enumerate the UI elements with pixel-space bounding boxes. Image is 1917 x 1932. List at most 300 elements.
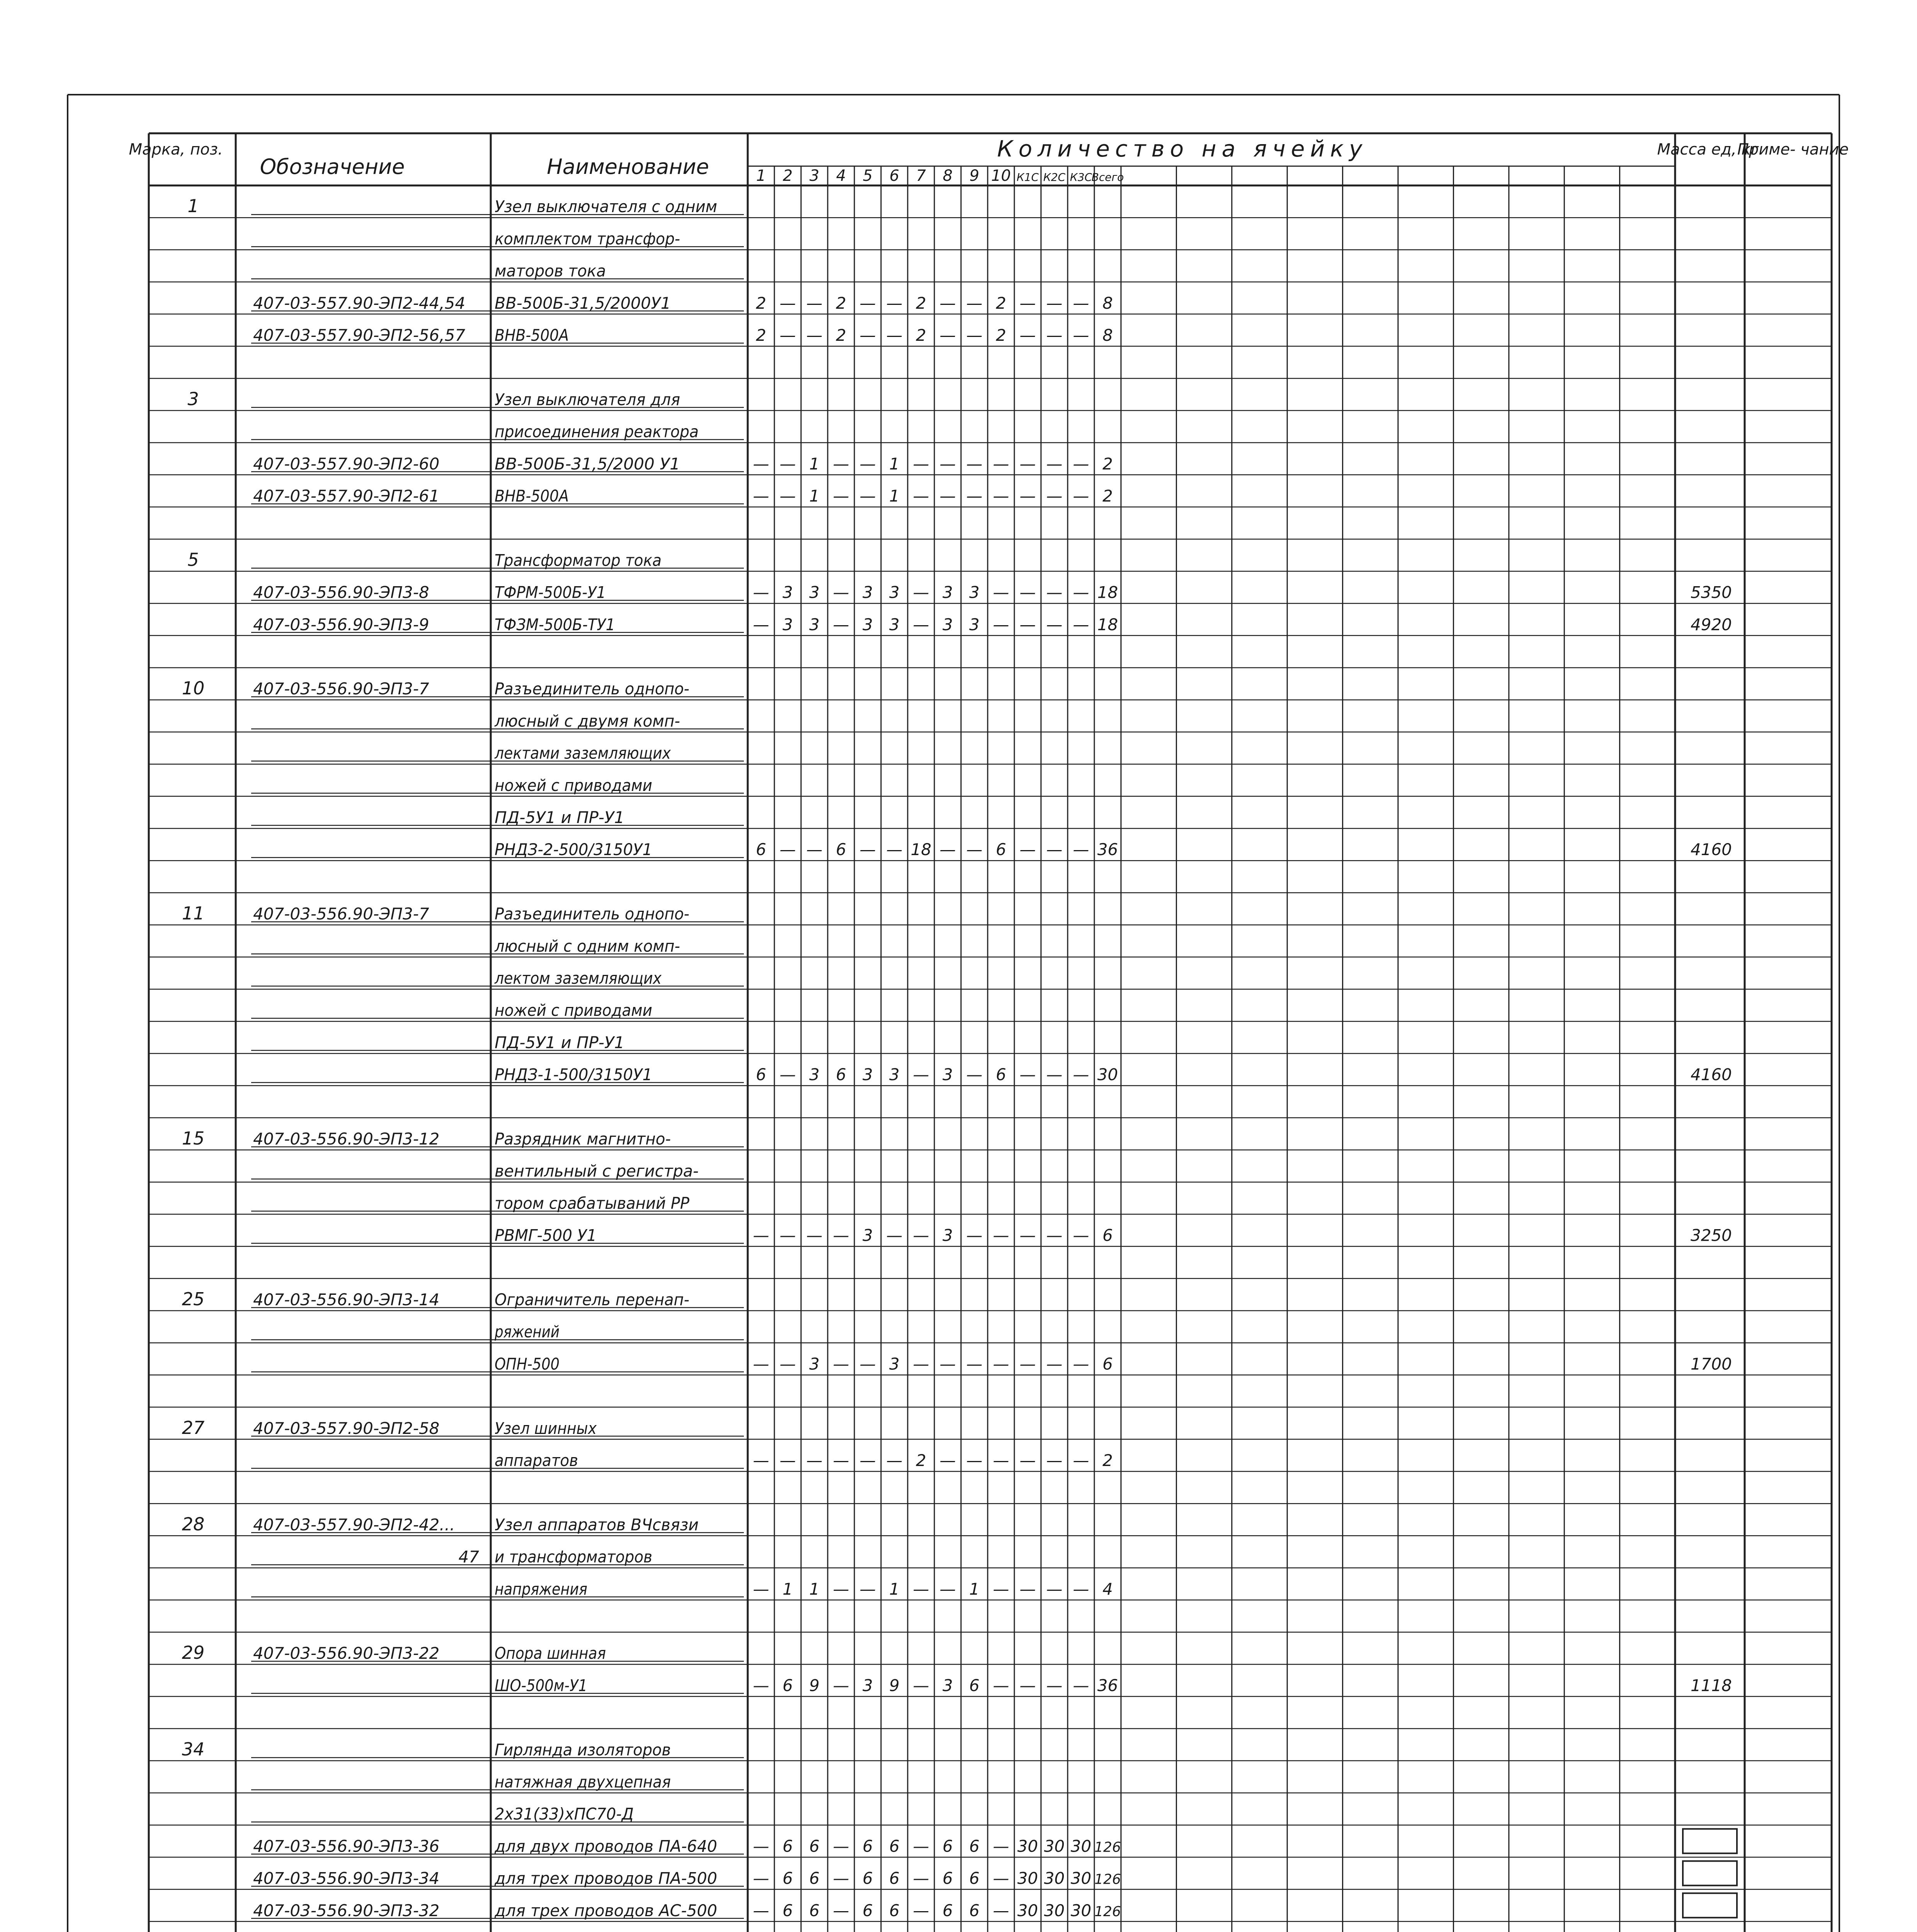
- header-kolichestvo: Количество на ячейку: [997, 136, 1368, 162]
- row-qty: —: [1019, 1065, 1036, 1084]
- row-qty: —: [779, 840, 796, 859]
- header-massa: Масса ед, кг: [1657, 141, 1759, 158]
- row-qty: 3: [862, 615, 873, 634]
- row-qty: —: [993, 583, 1009, 602]
- row-qty: —: [1019, 615, 1036, 634]
- row-qty: —: [753, 1451, 769, 1470]
- table-row: [187, 388, 744, 409]
- row-qty: —: [859, 1579, 876, 1599]
- row-name: ТФЗМ-500Б-ТУ1: [495, 615, 615, 634]
- row-qty: 6: [756, 1065, 766, 1084]
- row-qty: 6: [809, 1837, 820, 1856]
- table-row: [251, 1194, 744, 1213]
- row-position: 15: [182, 1128, 205, 1149]
- table-row: [251, 1901, 1121, 1920]
- row-name: ножей с приводами: [495, 1001, 652, 1020]
- row-qty: —: [806, 293, 823, 313]
- row-qty: 6: [1102, 1354, 1113, 1374]
- table-row: [251, 711, 744, 730]
- row-qty: 3: [809, 583, 820, 602]
- row-designation: 407-03-556.90-ЭП3-36: [253, 1837, 440, 1856]
- row-qty: 30: [1044, 1901, 1065, 1920]
- row-qty: —: [806, 326, 823, 345]
- row-qty: 9: [809, 1676, 820, 1695]
- row-qty: —: [939, 454, 956, 473]
- row-qty: —: [753, 1837, 769, 1856]
- row-qty: —: [1046, 293, 1063, 313]
- qty-subheader: 2: [782, 167, 793, 185]
- row-qty: —: [939, 1451, 956, 1470]
- row-name: Опора шинная: [495, 1644, 606, 1663]
- row-qty: —: [833, 1901, 849, 1920]
- table-row: [251, 294, 1113, 313]
- row-qty: —: [1073, 293, 1089, 313]
- row-qty: —: [966, 1354, 983, 1374]
- row-qty: 3: [942, 615, 953, 634]
- row-qty: —: [1019, 1579, 1036, 1599]
- table-row: [251, 744, 744, 763]
- row-qty: —: [913, 1065, 929, 1084]
- row-qty: —: [993, 1354, 1009, 1374]
- row-qty: 6: [969, 1837, 980, 1856]
- row-qty: —: [939, 840, 956, 859]
- row-qty: 6: [969, 1676, 980, 1695]
- row-qty: —: [913, 1869, 929, 1888]
- header-primechanie: Приме- чание: [1737, 141, 1849, 158]
- specification-rows: [182, 196, 1737, 1932]
- row-qty: 3: [942, 1676, 953, 1695]
- row-name: Трансформатор тока: [495, 551, 662, 570]
- row-qty: —: [1073, 583, 1089, 602]
- row-qty: —: [993, 1901, 1009, 1920]
- row-mass: 5350: [1691, 583, 1732, 602]
- row-name: Разъединитель однопо-: [495, 679, 689, 699]
- row-qty: —: [833, 1837, 849, 1856]
- qty-subheader: 10: [991, 167, 1011, 185]
- row-position: 34: [182, 1738, 205, 1760]
- table-row: [182, 903, 744, 924]
- row-name: Узел аппаратов ВЧсвязи: [495, 1515, 699, 1534]
- table-row: [187, 549, 744, 570]
- row-qty: —: [993, 454, 1009, 473]
- row-qty: 1: [889, 454, 900, 473]
- row-qty: 30: [1044, 1837, 1065, 1856]
- row-qty: —: [993, 1579, 1009, 1599]
- row-qty: 30: [1070, 1901, 1092, 1920]
- row-qty: 3: [782, 615, 793, 634]
- row-qty: 2: [1102, 486, 1113, 505]
- row-name: люсный с двумя комп-: [494, 711, 680, 731]
- header-marka: Марка, поз.: [129, 141, 223, 158]
- row-name: лектами заземляющих: [494, 743, 672, 763]
- row-qty: —: [833, 583, 849, 602]
- row-qty: —: [806, 1451, 823, 1470]
- qty-subheader: 5: [862, 167, 873, 185]
- row-name: ВНВ-500А: [495, 486, 569, 505]
- row-qty: 1: [889, 486, 900, 505]
- qty-subheader: 7: [916, 167, 926, 185]
- row-mass: 4160: [1691, 840, 1732, 859]
- row-position: 11: [182, 903, 205, 924]
- row-designation: 407-03-556.90-ЭП3-22: [253, 1644, 440, 1663]
- row-qty: —: [886, 840, 903, 859]
- row-name: вентильный с регистра-: [495, 1162, 699, 1181]
- row-qty: —: [806, 840, 823, 859]
- row-qty: —: [833, 454, 849, 473]
- row-designation: 407-03-556.90-ЭП3-14: [253, 1290, 440, 1309]
- row-qty: 30: [1017, 1869, 1038, 1888]
- table-row: [251, 1226, 1732, 1245]
- table-row: [251, 422, 744, 441]
- row-qty: —: [1019, 1676, 1036, 1695]
- row-position: 3: [187, 388, 199, 410]
- row-qty: —: [1046, 615, 1063, 634]
- row-qty: 3: [809, 1354, 820, 1374]
- row-qty: 1: [889, 1579, 900, 1599]
- row-qty: —: [1073, 840, 1089, 859]
- row-qty: —: [966, 486, 983, 505]
- row-name: для двух проводов ПА-640: [494, 1837, 717, 1856]
- row-qty: 36: [1097, 1676, 1118, 1695]
- row-qty: —: [753, 454, 769, 473]
- row-qty: 1: [809, 486, 820, 505]
- qty-subheader: К3С: [1070, 171, 1092, 184]
- row-name: ТФРМ-500Б-У1: [495, 583, 606, 602]
- row-qty: 2: [836, 326, 846, 345]
- table-row: [251, 840, 1732, 859]
- qty-subheader: 3: [809, 167, 820, 185]
- qty-subheader: 6: [889, 167, 900, 185]
- table-row: [182, 1514, 744, 1534]
- row-qty: 30: [1017, 1901, 1038, 1920]
- row-qty: —: [1046, 583, 1063, 602]
- qty-subheader: 1: [756, 167, 766, 185]
- row-qty: —: [833, 1869, 849, 1888]
- row-qty: —: [1019, 840, 1036, 859]
- row-qty: —: [939, 486, 956, 505]
- table-row: [182, 1417, 744, 1438]
- row-qty: —: [1073, 326, 1089, 345]
- row-qty: —: [993, 1226, 1009, 1245]
- row-name: Разрядник магнитно-: [495, 1129, 671, 1148]
- qty-subheader: 8: [942, 167, 953, 185]
- row-qty: —: [806, 1226, 823, 1245]
- qty-subheader: 4: [836, 167, 846, 185]
- row-name: Разъединитель однопо-: [495, 904, 689, 923]
- row-qty: —: [1046, 1354, 1063, 1374]
- row-qty: —: [1073, 1579, 1089, 1599]
- row-qty: —: [779, 1451, 796, 1470]
- row-qty: —: [1019, 1451, 1036, 1470]
- row-qty: —: [939, 326, 956, 345]
- row-qty: 3: [969, 615, 980, 634]
- table-row: [182, 1642, 744, 1663]
- table-row: [251, 229, 744, 248]
- table-row: [251, 1772, 744, 1791]
- row-qty: —: [779, 1226, 796, 1245]
- table-row: [251, 1354, 1732, 1373]
- row-qty: —: [833, 615, 849, 634]
- row-name: Узел шинных: [495, 1418, 597, 1438]
- row-qty: —: [993, 615, 1009, 634]
- qty-subheader: К1С: [1016, 171, 1039, 184]
- row-qty: 126: [1094, 1839, 1121, 1855]
- row-name: ПД-5У1 и ПР-У1: [495, 1033, 624, 1052]
- row-qty: 3: [862, 1065, 873, 1084]
- row-qty: —: [1073, 1451, 1089, 1470]
- row-qty: —: [753, 583, 769, 602]
- row-qty: —: [779, 293, 796, 313]
- row-qty: —: [753, 1354, 769, 1374]
- row-designation: 407-03-556.90-ЭП3-12: [253, 1129, 440, 1148]
- row-qty: 3: [809, 615, 820, 634]
- row-qty: 3: [889, 1354, 900, 1374]
- row-designation: 407-03-557.90-ЭП2-44,54: [253, 293, 466, 313]
- row-qty: —: [886, 293, 903, 313]
- row-qty: 3: [969, 583, 980, 602]
- row-qty: —: [753, 1579, 769, 1599]
- table-row: [182, 1739, 744, 1760]
- row-qty: —: [966, 326, 983, 345]
- row-qty: 1: [809, 1579, 820, 1599]
- row-qty: 6: [862, 1837, 873, 1856]
- row-qty: —: [913, 1226, 929, 1245]
- row-qty: —: [966, 1451, 983, 1470]
- row-qty: —: [913, 1354, 929, 1374]
- row-name: ВВ-500Б-31,5/2000 У1: [495, 454, 680, 473]
- qty-subheader: К2С: [1043, 171, 1066, 184]
- table-row: [251, 776, 744, 795]
- row-qty: 6: [942, 1869, 953, 1888]
- row-qty: —: [859, 486, 876, 505]
- row-qty: —: [1019, 486, 1036, 505]
- row-qty: 1: [809, 454, 820, 473]
- row-name: РНДЗ-2-500/3150У1: [495, 840, 652, 859]
- row-name: тором срабатываний РР: [495, 1194, 690, 1213]
- row-qty: 30: [1044, 1869, 1065, 1888]
- row-mass: 4920: [1691, 615, 1732, 634]
- row-qty: 126: [1094, 1871, 1121, 1888]
- row-position: 29: [182, 1642, 205, 1663]
- row-name: присоединения реактора: [495, 422, 699, 441]
- row-qty: —: [913, 1901, 929, 1920]
- row-qty: 6: [862, 1869, 873, 1888]
- row-qty: —: [1019, 1354, 1036, 1374]
- row-qty: 2: [1102, 454, 1113, 473]
- row-name: РВМГ-500 У1: [495, 1226, 597, 1245]
- row-name: для трех проводов АС-500: [494, 1901, 717, 1920]
- row-qty: —: [1019, 583, 1036, 602]
- row-qty: 6: [969, 1869, 980, 1888]
- mass-box: [1683, 1893, 1737, 1918]
- row-name: ПД-5У1 и ПР-У1: [495, 808, 624, 827]
- row-qty: —: [993, 1837, 1009, 1856]
- table-row: [182, 1289, 744, 1310]
- row-name: 2х31(33)хПС70-Д: [495, 1804, 634, 1824]
- table-row: [187, 196, 744, 216]
- quantity-subheaders: [756, 167, 1124, 185]
- row-qty: —: [886, 326, 903, 345]
- table-row: [251, 615, 1732, 634]
- row-qty: 2: [916, 1451, 926, 1470]
- row-qty: 30: [1070, 1869, 1092, 1888]
- row-qty: —: [1019, 454, 1036, 473]
- row-qty: —: [1073, 1676, 1089, 1695]
- table-row: [251, 937, 744, 956]
- row-qty: —: [913, 1837, 929, 1856]
- table-row: [251, 1804, 744, 1823]
- row-mass: 1118: [1691, 1676, 1732, 1695]
- row-qty: —: [1046, 454, 1063, 473]
- table-row: [182, 1128, 744, 1149]
- row-name: ШО-500м-У1: [495, 1676, 587, 1695]
- row-qty: —: [966, 454, 983, 473]
- row-qty: 6: [836, 840, 846, 859]
- row-qty: 3: [782, 583, 793, 602]
- row-qty: —: [913, 486, 929, 505]
- row-qty: 6: [862, 1901, 873, 1920]
- row-qty: 8: [1102, 293, 1113, 313]
- row-qty: 6: [889, 1869, 900, 1888]
- row-designation: 407-03-556.90-ЭП3-9: [253, 615, 429, 634]
- row-qty: —: [886, 1226, 903, 1245]
- table-row: [251, 326, 1113, 345]
- row-qty: —: [859, 326, 876, 345]
- row-qty: —: [859, 1451, 876, 1470]
- row-designation: 407-03-557.90-ЭП2-58: [253, 1418, 440, 1438]
- row-name: комплектом трансфор-: [495, 229, 680, 248]
- row-mass: 4160: [1691, 1065, 1732, 1084]
- table-row: [251, 808, 744, 827]
- row-qty: —: [993, 1869, 1009, 1888]
- row-name: ОПН-500: [495, 1354, 560, 1374]
- mass-box: [1683, 1829, 1737, 1853]
- table-row: [251, 1676, 1732, 1695]
- table-row: [251, 454, 1113, 473]
- table-row: [251, 1065, 1732, 1084]
- row-qty: 8: [1102, 326, 1113, 345]
- row-mass: 1700: [1691, 1354, 1732, 1374]
- row-name: люсный с одним комп-: [494, 936, 680, 956]
- row-name: ножей с приводами: [495, 776, 652, 795]
- row-position: 27: [182, 1417, 205, 1438]
- row-qty: —: [1019, 293, 1036, 313]
- row-position: 10: [182, 678, 205, 699]
- row-qty: 6: [782, 1676, 793, 1695]
- table-row: [251, 969, 744, 988]
- row-qty: —: [913, 583, 929, 602]
- row-qty: 3: [889, 583, 900, 602]
- row-qty: —: [1073, 1226, 1089, 1245]
- row-qty: 3: [809, 1065, 820, 1084]
- table-row: [251, 1548, 744, 1566]
- row-qty: 6: [809, 1869, 820, 1888]
- row-qty: —: [1046, 326, 1063, 345]
- row-qty: —: [913, 1579, 929, 1599]
- row-qty: 18: [1097, 583, 1118, 602]
- row-qty: 2: [996, 293, 1006, 313]
- row-qty: —: [833, 1451, 849, 1470]
- row-qty: —: [833, 1676, 849, 1695]
- table-row: [251, 1322, 744, 1341]
- row-qty: —: [1019, 326, 1036, 345]
- row-qty: —: [859, 840, 876, 859]
- row-qty: 9: [889, 1676, 900, 1695]
- row-qty: —: [859, 1354, 876, 1374]
- row-mass: 3250: [1691, 1226, 1732, 1245]
- row-qty: —: [913, 454, 929, 473]
- row-qty: —: [859, 293, 876, 313]
- row-qty: 18: [910, 840, 932, 859]
- row-qty: 2: [756, 293, 766, 313]
- row-qty: —: [1073, 615, 1089, 634]
- row-name: Гирлянда изоляторов: [495, 1740, 671, 1759]
- row-qty: 1: [969, 1579, 980, 1599]
- row-qty: 3: [862, 1676, 873, 1695]
- row-qty: —: [913, 615, 929, 634]
- row-designation: 407-03-556.90-ЭП3-32: [253, 1901, 440, 1920]
- row-qty: —: [753, 615, 769, 634]
- row-name: ВНВ-500А: [495, 326, 569, 345]
- row-designation: 407-03-557.90-ЭП2-61: [253, 486, 440, 505]
- row-qty: 36: [1097, 840, 1118, 859]
- row-qty: —: [779, 1065, 796, 1084]
- table-row: [251, 583, 1732, 602]
- row-qty: —: [993, 486, 1009, 505]
- row-qty: 3: [942, 1226, 953, 1245]
- row-qty: —: [939, 1354, 956, 1374]
- table-row: [251, 262, 744, 281]
- row-qty: —: [939, 293, 956, 313]
- row-designation: 407-03-557.90-ЭП2-56,57: [253, 326, 466, 345]
- row-qty: —: [859, 454, 876, 473]
- row-qty: 2: [1102, 1451, 1113, 1470]
- row-qty: —: [966, 840, 983, 859]
- row-qty: —: [966, 1226, 983, 1245]
- row-qty: —: [993, 1451, 1009, 1470]
- row-qty: 6: [809, 1901, 820, 1920]
- row-name: натяжная двухцепная: [495, 1772, 671, 1791]
- row-qty: —: [1046, 1226, 1063, 1245]
- row-position: 1: [187, 196, 199, 217]
- table-row: [251, 1869, 1121, 1888]
- row-qty: —: [1046, 1676, 1063, 1695]
- row-qty: —: [1046, 840, 1063, 859]
- row-qty: 3: [889, 615, 900, 634]
- row-name: ряжений: [494, 1322, 560, 1342]
- header-naimenovanie: Наименование: [547, 155, 709, 179]
- row-qty: 6: [969, 1901, 980, 1920]
- row-qty: —: [1046, 1451, 1063, 1470]
- table-row: [251, 1001, 744, 1020]
- row-qty: 6: [782, 1837, 793, 1856]
- row-qty: 30: [1097, 1065, 1118, 1084]
- row-qty: —: [1073, 1065, 1089, 1084]
- table-row: [251, 1033, 744, 1052]
- row-qty: —: [1019, 1226, 1036, 1245]
- row-qty: —: [1046, 1065, 1063, 1084]
- row-designation: 407-03-556.90-ЭП3-8: [253, 583, 429, 602]
- table-row: [251, 1451, 1113, 1470]
- row-qty: —: [779, 486, 796, 505]
- row-qty: 4: [1102, 1579, 1113, 1599]
- row-qty: —: [1073, 1354, 1089, 1374]
- row-position: 5: [187, 549, 199, 570]
- row-qty: —: [966, 293, 983, 313]
- row-qty: 30: [1017, 1837, 1038, 1856]
- row-designation: 407-03-556.90-ЭП3-7: [253, 904, 429, 923]
- row-qty: 6: [836, 1065, 846, 1084]
